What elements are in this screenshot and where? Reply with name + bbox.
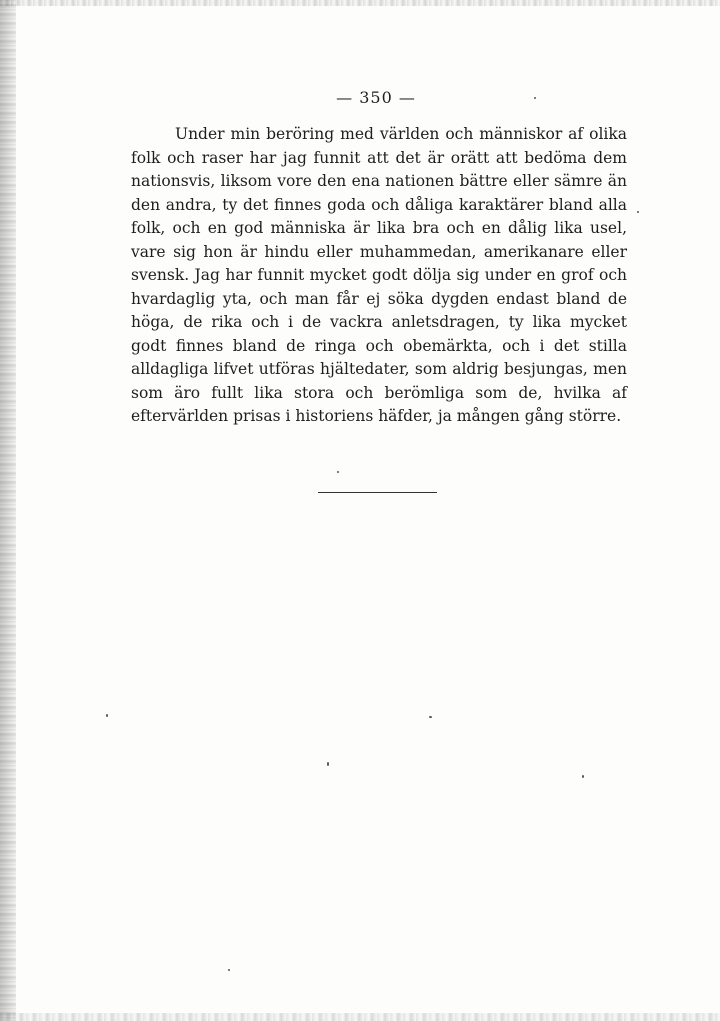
page-number: — 350 — xyxy=(336,88,416,107)
dust-speck xyxy=(534,97,536,99)
scan-edge-left xyxy=(0,0,16,1021)
dust-speck xyxy=(637,211,639,213)
section-end-rule xyxy=(318,492,437,493)
scan-edge-bottom xyxy=(0,1013,720,1021)
body-paragraph: Under min beröring med världen och människor af olika folk och raser har jag funnit att det är orätt att bedöma dem nationsvis, liksom vore den ena nationen bättre eller sämre än den andra, ty det finnes goda och dåliga karaktärer bland alla folk, och en god människa är lika bra och en dålig lika usel, vare sig hon är hindu eller muhammedan, amerikanare eller svensk. Jag har funnit mycket godt dölja sig under en grof och hvardaglig yta, och man får ej söka dygden endast bland de höga, de rika och i de vackra anletsdragen, ty lika mycket godt finnes bland de ringa och obemärkta, och i det stilla alldagliga lifvet utföras hjältedater, som aldrig besjungas, men som äro fullt lika stora och berömliga som de, hvilka af eftervärlden prisas i historiens häfder, ja mången gång större. xyxy=(131,125,627,425)
dust-speck xyxy=(106,714,108,717)
dust-speck xyxy=(582,775,584,778)
dust-speck xyxy=(429,716,432,718)
dust-speck xyxy=(228,969,230,971)
scan-edge-top xyxy=(0,0,720,6)
dust-speck xyxy=(337,471,339,473)
dust-speck xyxy=(327,762,329,766)
